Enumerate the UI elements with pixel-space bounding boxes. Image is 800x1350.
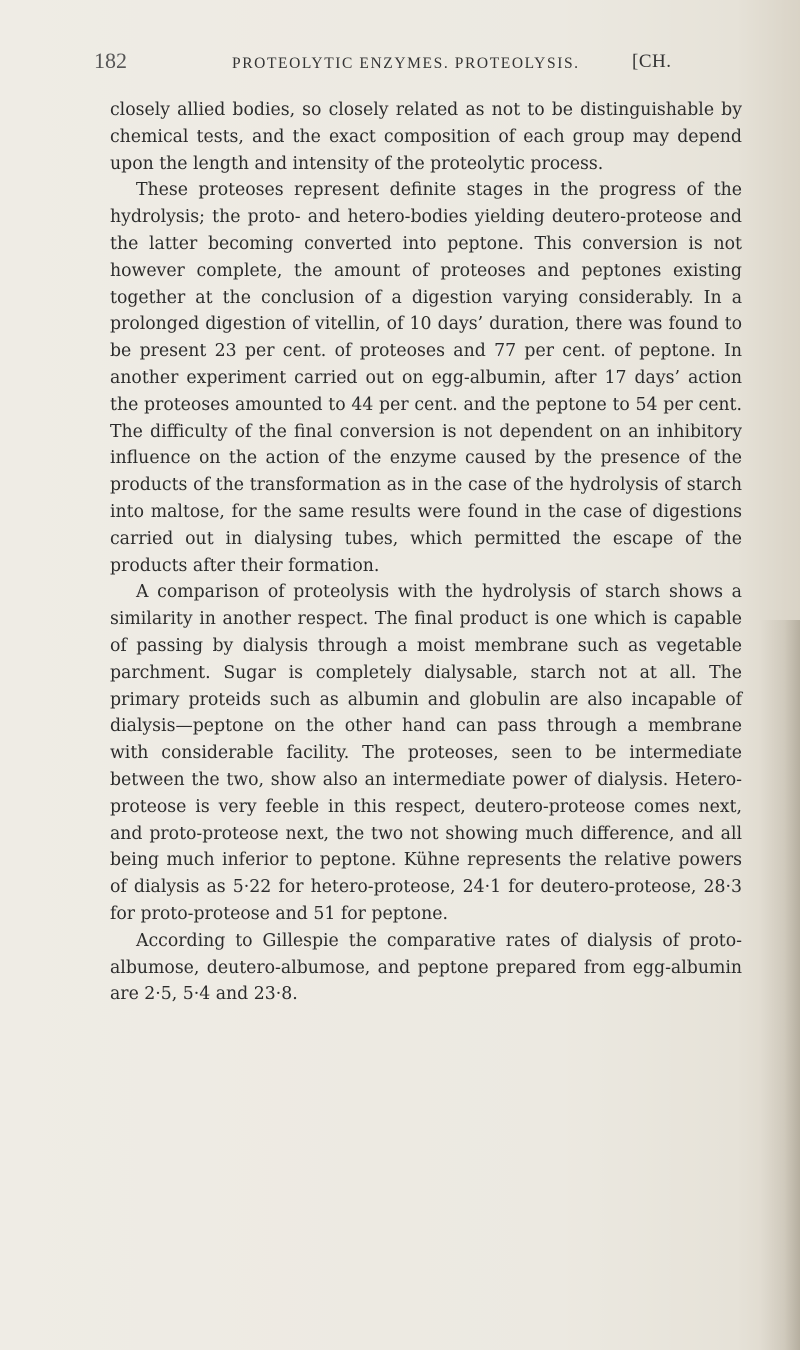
- page-header: [0, 48, 800, 88]
- paragraph-dialysis-comparison: A comparison of proteolysis with the hydrolysis of starch shows a similarity in another respect. The final product is one which is capable of passing by dialysis through a moist membrane such as vegetable parchment. Sugar is completely dialysable, starch not at all. The primary proteids such as albumin and globulin are also incapable of dialysis—peptone on the other hand can pass through a membrane with considerable facility. The proteoses, seen to be intermediate between the two, show also an intermediate power of dialysis. Hetero-proteose is very feeble in this respect, deutero-proteose comes next, and proto-proteose next, the two not showing much difference, and all being much inferior to peptone. Kühne represents the relative powers of dialysis as 5·22 for hetero-proteose, 24·1 for deutero-proteose, 28·3 for proto-proteose and 51 for peptone.: [110, 582, 742, 924]
- page-number: 182: [94, 48, 127, 73]
- paragraph-continuation: closely allied bodies, so closely related as not to be distinguishable by chemical tests, and the exact composition of each group may depend upon the length and intensity of the proteolytic process.: [110, 100, 742, 174]
- page-edge-shadow: [760, 620, 800, 1350]
- chapter-tag: [CH.: [632, 51, 672, 72]
- paragraph-gillespie-rates: According to Gillespie the comparative rates of dialysis of proto-albumose, deutero-albumose, and peptone prepared from egg-albumin are 2·5, 5·4 and 23·8.: [110, 930, 742, 1005]
- body-text: [110, 97, 742, 1008]
- running-title: PROTEOLYTIC ENZYMES. PROTEOLYSIS.: [232, 55, 580, 72]
- paragraph-proteoses-stages: These proteoses represent definite stages in the progress of the hydrolysis; the proto- and hetero-bodies yielding deutero-proteose and the latter becoming converted into peptone. This conversion is not however complete, the amount of proteoses and peptones existing together at the conclusion of a digestion varying considerably. In a prolonged digestion of vitellin, of 10 days’ duration, there was found to be present 23 per cent. of proteoses and 77 per cent. of peptone. In another experiment carried out on egg-albumin, after 17 days’ action the proteoses amounted to 44 per cent. and the peptone to 54 per cent. The difficulty of the final conversion is not dependent on an inhibitory influence on the action of the enzyme caused by the presence of the products of the transformation as in the case of the hydrolysis of starch into maltose, for the same results were found in the case of digestions carried out in dialysing tubes, which permitted the escape of the products after their formation.: [110, 180, 742, 576]
